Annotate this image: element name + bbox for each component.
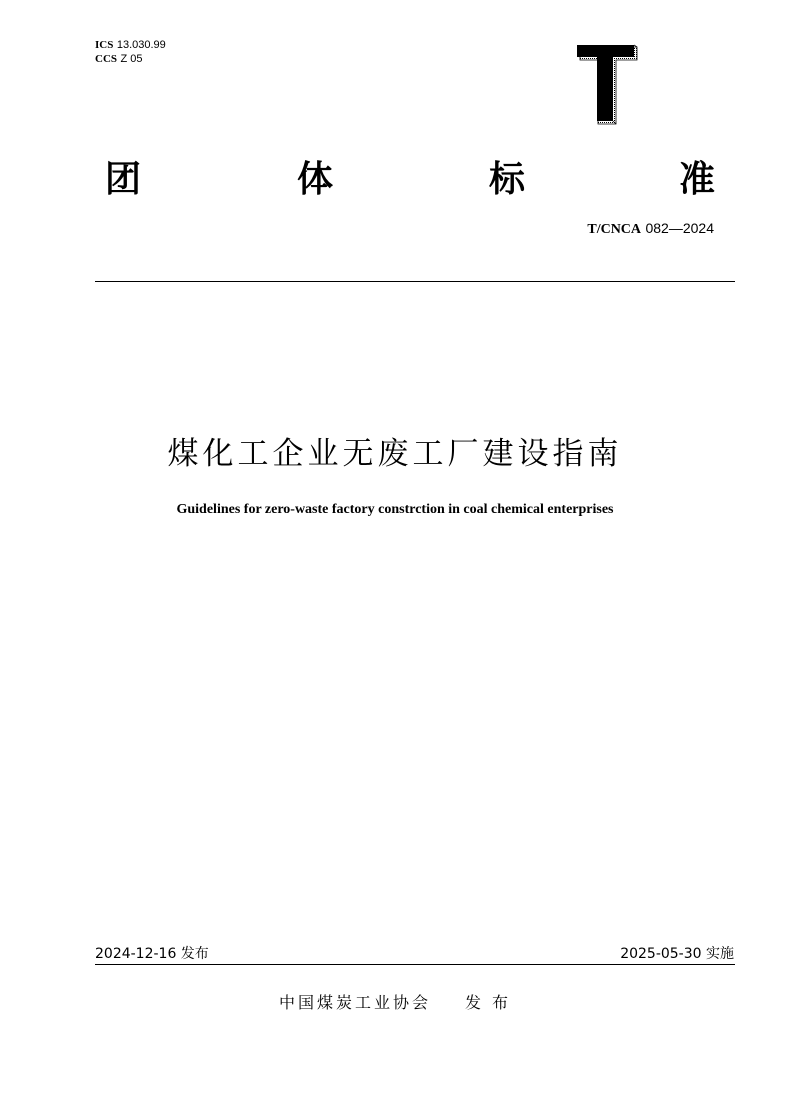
publisher-name: 中国煤炭工业协会 <box>278 993 431 1012</box>
top-divider <box>95 281 735 282</box>
standard-type <box>105 160 725 204</box>
title-chinese: 煤化工企业无废工厂建设指南 <box>167 436 623 472</box>
standard-number: T/CNCA 082—2024 <box>587 220 714 237</box>
standard-type-char: 准 <box>679 159 716 200</box>
publisher-action: 发 布 <box>464 993 512 1012</box>
title-english: Guidelines for zero-waste factory constrction in coal chemical enterprises <box>176 502 614 517</box>
t-logo-icon <box>576 44 638 126</box>
standard-type-char: 标 <box>489 159 526 200</box>
ccs-code: CCS Z 05 <box>95 53 143 65</box>
standard-type-char: 团 <box>105 159 142 200</box>
implement-date: 2025-05-30 实施 <box>620 946 734 962</box>
bottom-divider <box>95 964 735 965</box>
publish-date: 2024-12-16 发布 <box>95 946 209 962</box>
classification-codes <box>95 38 166 66</box>
standard-type-char: 体 <box>297 159 334 200</box>
ics-code: ICS 13.030.99 <box>95 39 166 51</box>
publisher <box>0 990 790 1013</box>
